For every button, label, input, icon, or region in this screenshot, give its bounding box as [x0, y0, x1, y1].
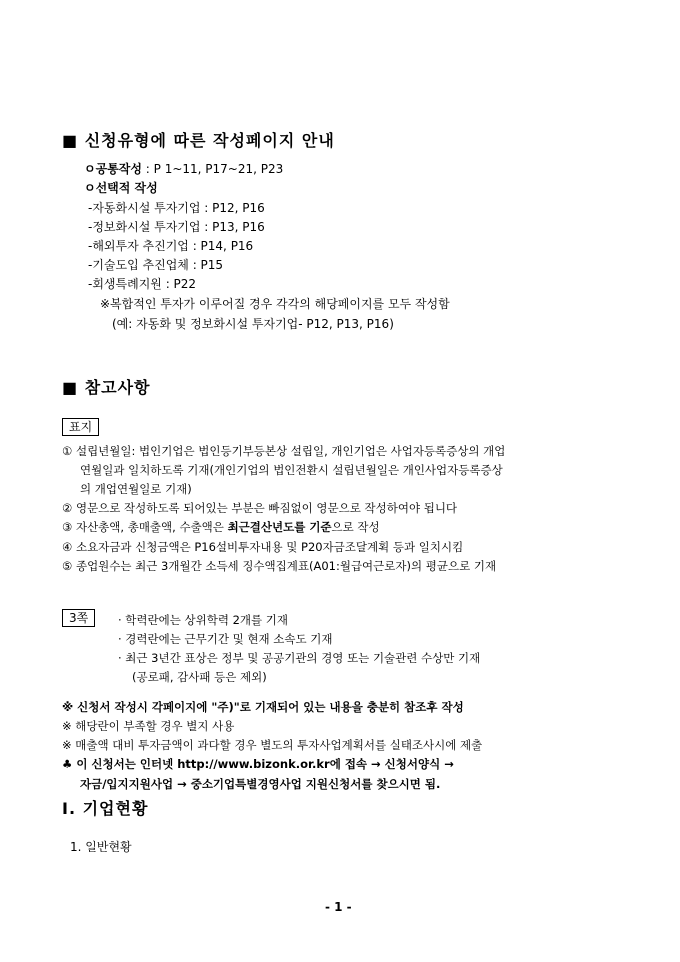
note-example: (예: 자동화 및 정보화시설 투자기업- P12, P13, P16): [112, 317, 394, 331]
section-title-guide: ■ 신청유형에 따른 작성페이지 안내: [62, 131, 335, 150]
cover-item: ① 설립년월일: 법인기업은 법인등기부등본상 설립일, 개인기업은 사업자등록증상의 개업: [62, 444, 506, 458]
item3-pre: ③ 자산총액, 총매출액, 수출액은: [62, 520, 228, 534]
cover-item: ② 영문으로 작성하도록 되어있는 부분은 빠짐없이 영문으로 작성하여야 됩니다: [62, 501, 458, 515]
common-value: : P 1~11, P17~21, P23: [141, 162, 284, 176]
club-note-line2: 자금/입지지원사업 → 중소기업특별경영사업 지원신청서를 찾으시면 됨.: [80, 777, 441, 791]
section-title-reference: ■ 참고사항: [62, 378, 151, 397]
page3-label: 3쪽: [62, 609, 95, 627]
selective-item: -기술도입 추진업체 : P15: [88, 258, 224, 272]
page-number: - 1 -: [325, 900, 352, 914]
item3-bold: 최근결산년도를 기준: [227, 520, 332, 534]
cover-item: 의 개업연월일로 기재): [80, 482, 192, 496]
page3-item: · 최근 3년간 표상은 정부 및 공공기관의 경영 또는 기술관련 수상만 기재: [118, 651, 481, 665]
club-note-line1: ♣ 이 신청서는 인터넷 http://www.bizonk.or.kr에 접속 → 신청서양식 →: [62, 757, 454, 771]
cover-item-3: [62, 518, 380, 536]
cover-item: ⑤ 종업원수는 최근 3개월간 소득세 징수액집계표(A01:월급여근로자)의 평균으로 기재: [62, 559, 497, 573]
selective-item: -회생특례지원 : P22: [88, 277, 197, 291]
note: ※ 해당란이 부족할 경우 별지 사용: [62, 719, 235, 733]
page3-item: (공로패, 감사패 등은 제외): [132, 670, 267, 684]
section-title-company: Ⅰ. 기업현황: [62, 799, 149, 818]
selective-item: -자동화시설 투자기업 : P12, P16: [88, 201, 265, 215]
common-label: ㅇ공통작성: [84, 162, 142, 176]
page3-item: · 경력란에는 근무기간 및 현재 소속도 기재: [118, 632, 333, 646]
selective-item: -해외투자 추진기업 : P14, P16: [88, 239, 254, 253]
note-bold: ※ 신청서 작성시 각페이지에 "주)"로 기재되어 있는 내용을 충분히 참조후 작성: [62, 700, 464, 714]
selective-label: ㅇ선택적 작성: [84, 181, 158, 195]
page3-item: · 학력란에는 상위학력 2개를 기재: [118, 613, 289, 627]
cover-item: ④ 소요자금과 신청금액은 P16설비투자내용 및 P20자금조달계획 등과 일치시킴: [62, 540, 464, 554]
selective-item: -정보화시설 투자기업 : P13, P16: [88, 220, 265, 234]
note: ※ 매출액 대비 투자금액이 과다할 경우 별도의 투자사업계획서를 실태조사시에 제출: [62, 738, 483, 752]
item3-post: 으로 작성: [331, 520, 380, 534]
cover-label: 표지: [62, 418, 99, 436]
note-composite: ※복합적인 투자가 이루어질 경우 각각의 해당페이지를 모두 작성함: [100, 297, 450, 311]
common-line: [84, 160, 283, 178]
subsection-general: 1. 일반현황: [70, 840, 132, 854]
cover-item: 연월일과 일치하도록 기재(개인기업의 법인전환시 설립년월일은 개인사업자등록증상: [80, 463, 503, 477]
